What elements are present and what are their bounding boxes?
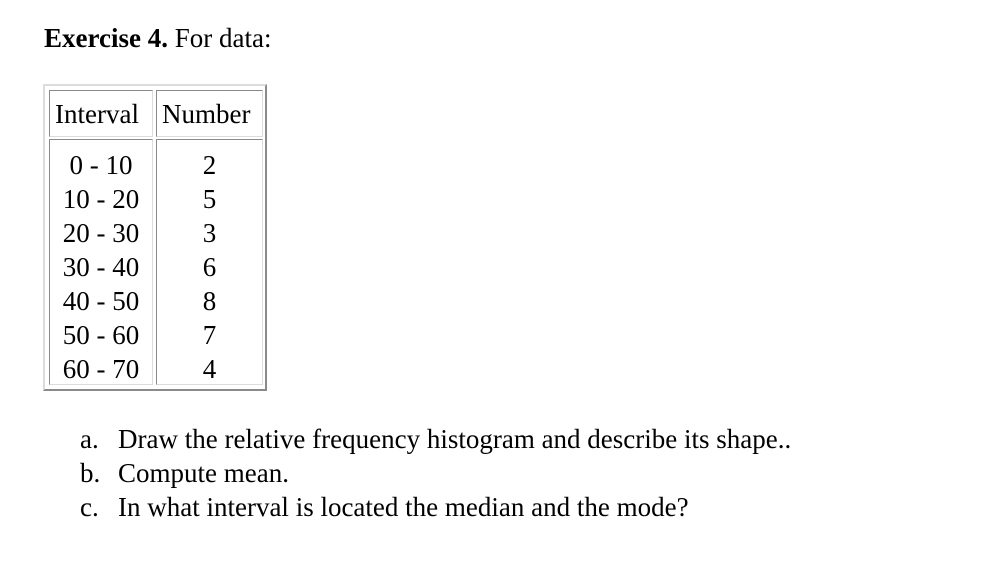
question-text: Draw the relative frequency histogram and describe its shape.. <box>118 424 792 454</box>
header-number: Number <box>162 99 251 129</box>
number-value: 6 <box>202 252 217 282</box>
exercise-prompt: For data: <box>174 23 272 53</box>
interval-value: 10 - 20 <box>62 184 140 214</box>
question-text: In what interval is located the median and the mode? <box>118 492 689 522</box>
question-marker: a. <box>80 424 99 454</box>
exercise-label: Exercise 4. <box>44 23 168 53</box>
number-value: 7 <box>202 320 217 350</box>
interval-value: 30 - 40 <box>62 252 140 282</box>
header-number-cell <box>156 90 263 137</box>
question-item <box>80 490 791 524</box>
interval-column <box>49 139 153 385</box>
interval-list <box>50 148 152 386</box>
header-interval-cell <box>49 90 153 137</box>
number-value: 4 <box>202 354 217 384</box>
number-value: 5 <box>202 184 217 214</box>
interval-value: 50 - 60 <box>62 320 140 350</box>
data-table <box>43 84 267 391</box>
question-text: Compute mean. <box>118 458 289 488</box>
interval-value: 0 - 10 <box>69 150 133 180</box>
interval-value: 60 - 70 <box>62 354 140 384</box>
number-column <box>156 139 263 385</box>
header-interval: Interval <box>55 99 139 129</box>
interval-value: 20 - 30 <box>62 218 140 248</box>
question-list <box>80 422 791 524</box>
number-value: 2 <box>202 150 217 180</box>
question-item <box>80 422 791 456</box>
question-item <box>80 456 791 490</box>
number-list <box>157 148 262 386</box>
number-value: 3 <box>202 218 217 248</box>
interval-value: 40 - 50 <box>62 286 140 316</box>
number-value: 8 <box>202 286 217 316</box>
exercise-heading <box>44 20 271 56</box>
question-marker: c. <box>80 492 99 522</box>
question-marker: b. <box>80 458 101 488</box>
